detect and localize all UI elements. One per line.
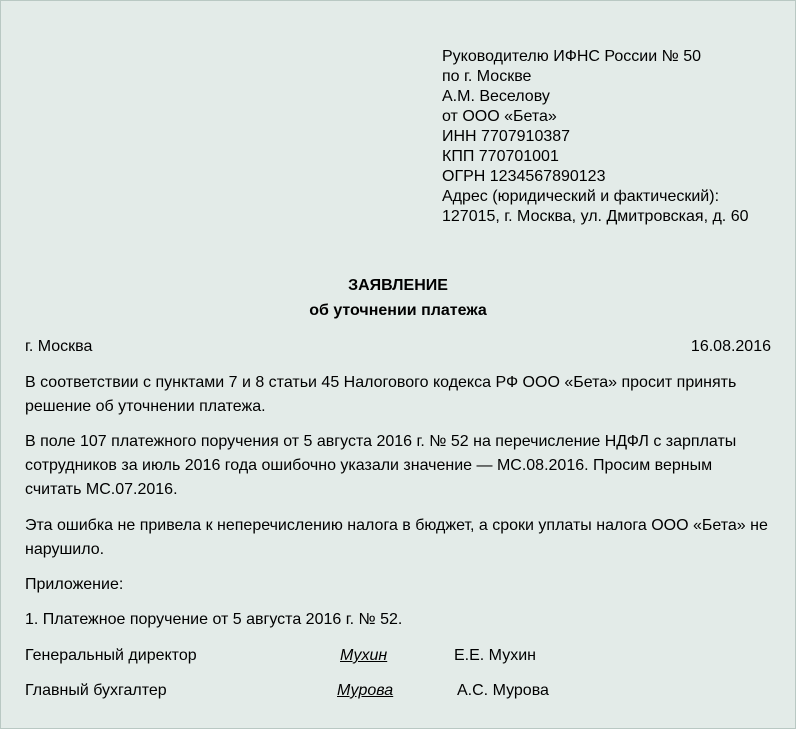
document-subtitle: об уточнении платежа xyxy=(309,302,487,319)
addressee-line: ИНН 7707910387 xyxy=(442,128,571,145)
addressee-line: А.М. Веселову xyxy=(442,88,550,105)
signer-position: Генеральный директор xyxy=(25,647,197,664)
signer-name: Е.Е. Мухин xyxy=(454,647,536,664)
addressee-line: Руководителю ИФНС России № 50 xyxy=(442,48,701,65)
paragraph-error-details: В поле 107 платежного поручения от 5 августа 2016 г. № 52 на перечисление НДФЛ с зарплаты сотрудников за июль 2016 года ошибочно указали значение — МС.08.2016. Просим верным считать МС.07.2016. xyxy=(25,433,737,498)
addressee-line: от ООО «Бета» xyxy=(442,108,557,125)
place: г. Москва xyxy=(25,338,93,355)
paragraph-consequences: Эта ошибка не привела к неперечислению налога в бюджет, а сроки уплаты налога ООО «Бета» не нарушило. xyxy=(25,517,768,558)
addressee-line: КПП 770701001 xyxy=(442,148,559,165)
document-date: 16.08.2016 xyxy=(690,338,771,355)
signature-row-accountant xyxy=(25,681,771,703)
signature-row-director xyxy=(25,646,771,668)
addressee-line: ОГРН 1234567890123 xyxy=(442,168,606,185)
addressee-line: 127015, г. Москва, ул. Дмитровская, д. 60 xyxy=(442,208,749,225)
place-date-row xyxy=(25,337,771,357)
handwritten-signature: Мухин xyxy=(340,647,388,664)
addressee-line: по г. Москве xyxy=(442,68,532,85)
document-title: ЗАЯВЛЕНИЕ xyxy=(348,277,448,294)
addressee-line: Адрес (юридический и фактический): xyxy=(442,188,720,205)
signer-position: Главный бухгалтер xyxy=(25,682,167,699)
attachment-item: 1. Платежное поручение от 5 августа 2016 г. № 52. xyxy=(25,611,403,628)
handwritten-signature: Мурова xyxy=(337,682,394,699)
addressee-block xyxy=(442,47,749,227)
paragraph-request: В соответствии с пунктами 7 и 8 статьи 45 Налогового кодекса РФ ООО «Бета» просит принять решение об уточнении платежа. xyxy=(25,374,737,415)
attachment-heading: Приложение: xyxy=(25,576,124,593)
signer-name: А.С. Мурова xyxy=(457,682,549,699)
